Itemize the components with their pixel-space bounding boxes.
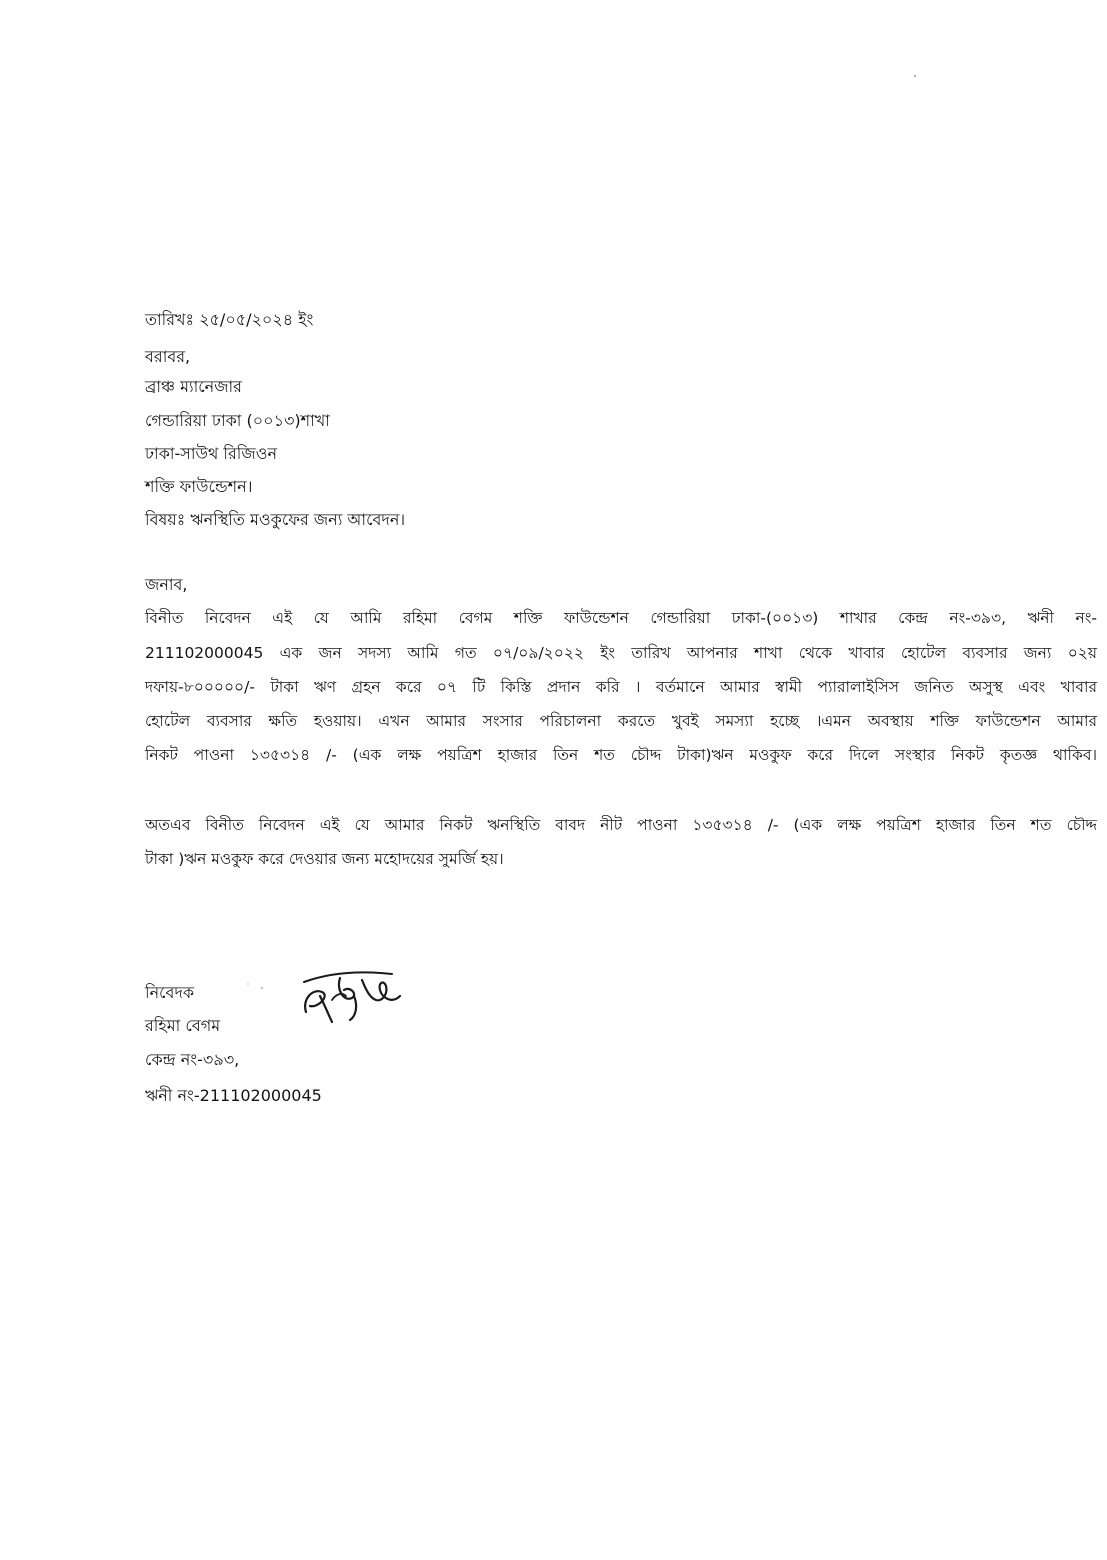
recipient-organization: শক্তি ফাউন্ডেশন। xyxy=(145,477,253,496)
closing-label: নিবেদক xyxy=(145,983,195,1002)
recipient-designation: ব্রাঞ্চ ম্যানেজার xyxy=(145,377,242,396)
paragraph1-line: দফায়-৮০০০০০/- টাকা ঋণ গ্রহন করে ০৭ টি কিস্তি প্রদান করি । বর্তমানে আমার স্বামী প্যারালাইসিস জনিত অসুস্থ এবং খাবার xyxy=(145,678,1097,696)
paragraph2-line: টাকা )ঋন মওকুফ করে দেওয়ার জন্য মহোদয়ের সুমর্জি হয়। xyxy=(145,850,504,868)
applicant-name: রহিমা বেগম xyxy=(145,1016,221,1035)
recipient-branch: গেন্ডারিয়া ঢাকা (০০১৩)শাখা xyxy=(145,411,330,430)
letter-subject: বিষয়ঃ ঋনস্থিতি মওকুফের জন্য আবেদন। xyxy=(145,510,406,529)
greeting: জনাব, xyxy=(145,575,188,594)
paragraph2-line: অতএব বিনীত নিবেদন এই যে আমার নিকট ঋনস্থিতি বাবদ নীট পাওনা ১৩৫৩১৪ /- (এক লক্ষ পয়ত্রিশ হাজার তিন শত চৌদ্দ xyxy=(145,816,1097,834)
paragraph1-line: 211102000045 এক জন সদস্য আমি গত ০৭/০৯/২০২২ ইং তারিখ আপনার শাখা থেকে খাবার হোটেল ব্যবসার জন্য ০২য় xyxy=(145,644,1097,662)
handwritten-signature xyxy=(296,960,416,1032)
paragraph1-line: হোটেল ব্যবসার ক্ষতি হওয়ায়। এখন আমার সংসার পরিচালনা করতে খুবই সমস্যা হচ্ছে ।এমন অবস্থায় শক্তি ফাউন্ডেশন আমার xyxy=(145,712,1097,730)
member-number: ঋনী নং-211102000045 xyxy=(145,1086,322,1105)
salutation-to: বরাবর, xyxy=(145,347,191,366)
paragraph1-line: বিনীত নিবেদন এই যে আমি রহিমা বেগম শক্তি ফাউন্ডেশন গেন্ডারিয়া ঢাকা-(০০১৩) শাখার কেন্দ্র নং-৩৯৩, ঋনী নং- xyxy=(145,609,1097,627)
center-number: কেন্দ্র নং-৩৯৩, xyxy=(145,1050,240,1069)
letter-date: তারিখঃ ২৫/০৫/২০২৪ ইং xyxy=(145,310,314,329)
paragraph1-line: নিকট পাওনা ১৩৫৩১৪ /- (এক লক্ষ পয়ত্রিশ হাজার তিন শত চৌদ্দ টাকা)ঋন মওকুফ করে দিলে সংস্থার নিকট কৃতজ্ঞ থাকিব। xyxy=(145,746,1097,764)
recipient-region: ঢাকা-সাউথ রিজিওন xyxy=(145,444,278,463)
